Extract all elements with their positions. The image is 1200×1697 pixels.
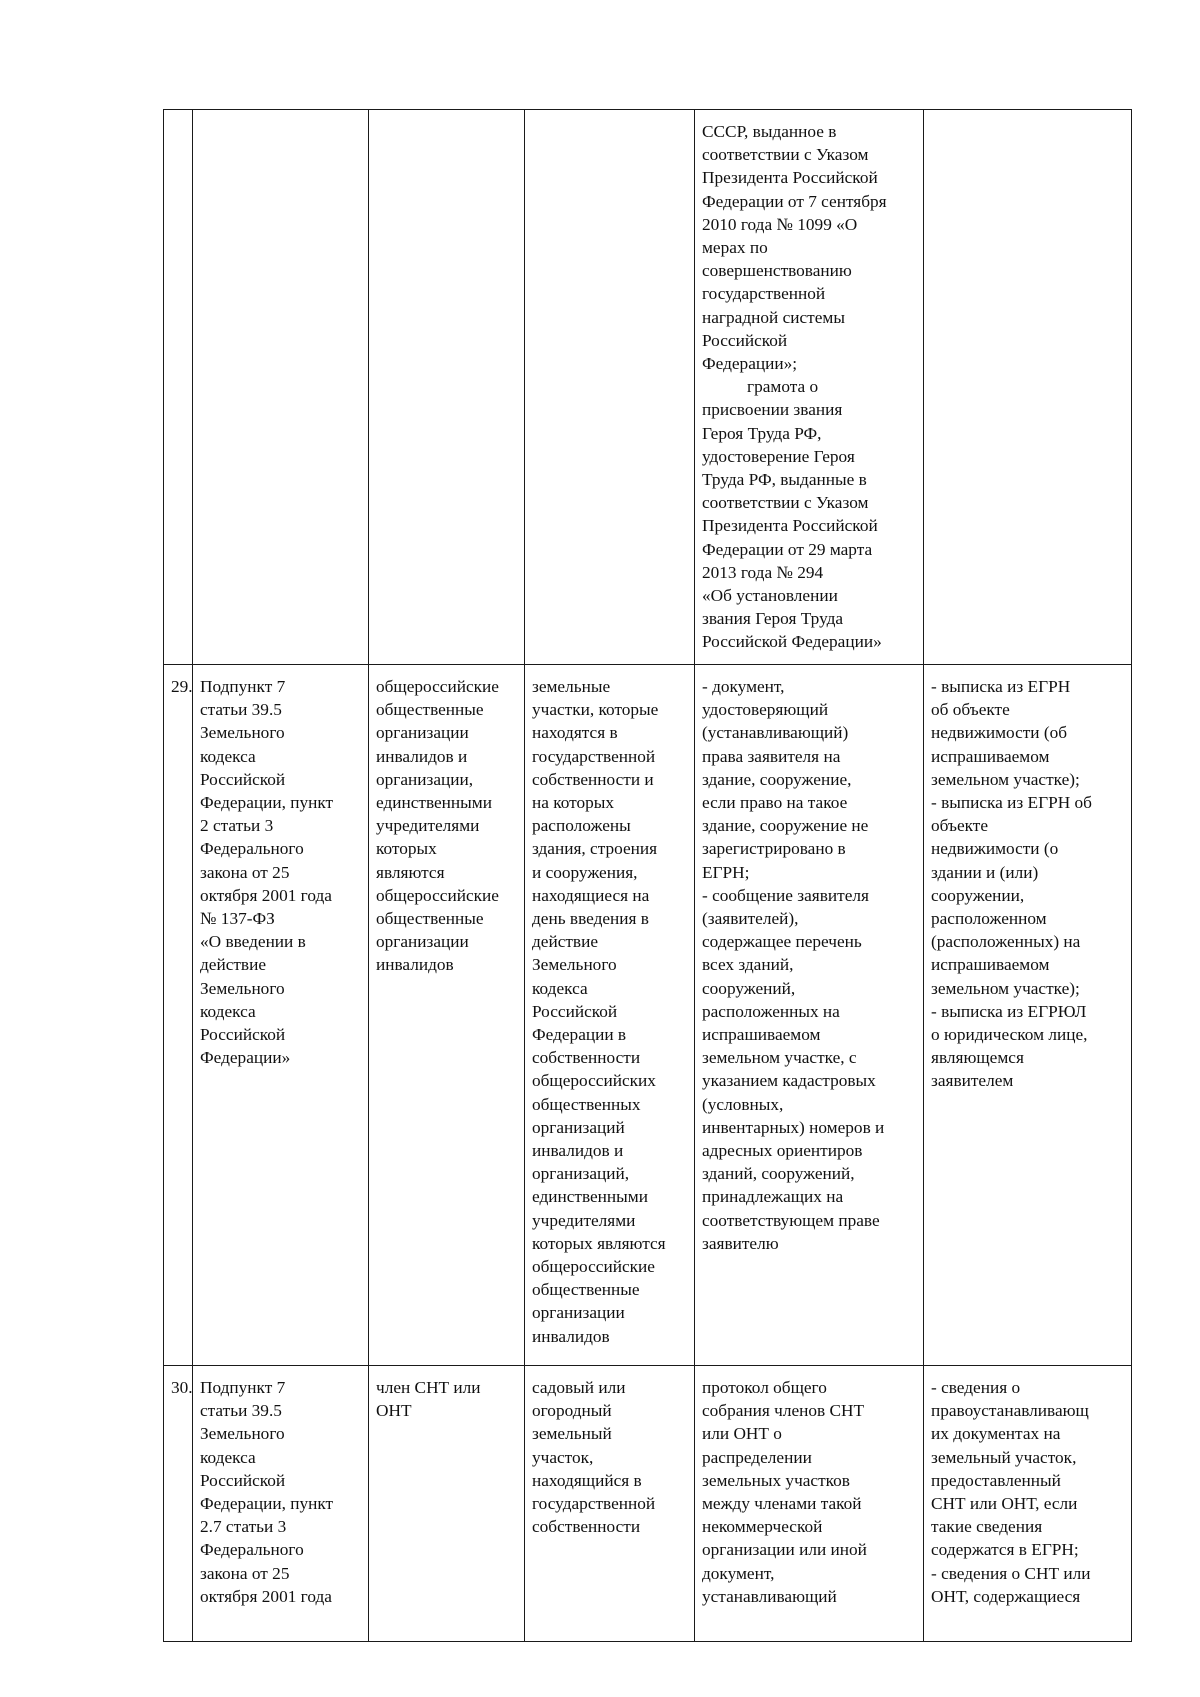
cell-text-line: объекте [931, 816, 988, 836]
cell-text-line: которых [376, 839, 437, 859]
cell-text-line: земельных участков [702, 1470, 850, 1490]
cell-text-line: общественные [376, 700, 484, 720]
cell-text-line: зарегистрировано в [702, 839, 846, 859]
cell-text-line: кодекса [200, 1001, 256, 1021]
cell-text-line: наградной системы [702, 307, 845, 327]
cell-text-line: общероссийские [376, 885, 499, 905]
cell-text-line: Федерации от 7 сентября [702, 191, 887, 211]
cell-text-line: совершенствованию [702, 261, 852, 281]
cell-text-line: кодекса [200, 746, 256, 766]
cell-text-line: учредителями [532, 1210, 636, 1230]
cell-text-line: собственности [532, 1048, 641, 1068]
table-row-continued [164, 110, 1132, 665]
cell-text-line: Героя Труда РФ, [702, 423, 822, 443]
land-plot-cell [525, 110, 695, 665]
cell-text-line: Федерации» [200, 1048, 291, 1068]
land-plot-cell [525, 665, 695, 1366]
cell-text-line: их документах на [931, 1424, 1061, 1444]
land-plot-cell [525, 1366, 695, 1642]
cell-text-line: содержатся в ЕГРН; [931, 1540, 1079, 1560]
cell-text-line: заявителю [702, 1233, 779, 1253]
cell-text-line: земельном участке, с [702, 1048, 857, 1068]
cell-text-line: Федерации в [532, 1025, 627, 1045]
cell-text-line: № 137-ФЗ [200, 909, 275, 929]
cell-text-line: сооружений, [702, 978, 796, 998]
cell-text-line: (устанавливающий) [702, 723, 849, 743]
cell-text-line: собственности [532, 1517, 641, 1537]
cell-text-line: организации или иной [702, 1540, 867, 1560]
cell-text-line: единственными [532, 1187, 648, 1207]
cell-text-line: указанием кадастровых [702, 1071, 876, 1091]
cell-text-line: Российской [702, 330, 788, 350]
cell-text-line: единственными [376, 793, 492, 813]
cell-text-line: (условных, [702, 1094, 784, 1114]
cell-text-line: - сведения о [931, 1378, 1021, 1397]
legal-basis-cell [193, 1366, 369, 1642]
cell-text-line: земельный участок, [931, 1447, 1077, 1467]
cell-text-line: протокол общего [702, 1378, 827, 1397]
cell-text-line: Земельного [200, 1424, 285, 1444]
cell-text-line: государственной [532, 746, 656, 766]
cell-text-line: Президента Российской [702, 168, 878, 188]
cell-text-line: организации [532, 1303, 625, 1323]
cell-text-line: - выписка из ЕГРЮЛ [931, 1001, 1087, 1021]
cell-text-line: (расположенных) на [931, 932, 1081, 952]
cell-text-line: октября 2001 года [200, 885, 332, 905]
cell-text-line: Федерального [200, 1540, 304, 1560]
cell-text-line: земельный [532, 1424, 612, 1444]
cell-text-line: Российской [200, 769, 286, 789]
required-documents-cell [695, 110, 924, 665]
applicant-cell [369, 665, 525, 1366]
cell-text-line: общественных [532, 1094, 641, 1114]
cell-text-line: действие [532, 932, 599, 952]
cell-text-line: инвалидов [532, 1326, 610, 1346]
cell-text-line: СССР, выданное в [702, 122, 837, 141]
cell-text-line: октября 2001 года [200, 1586, 332, 1606]
row-number-cell [164, 1366, 193, 1642]
cell-text-line: об объекте [931, 700, 1010, 720]
cell-text-line: - сообщение заявителя [702, 885, 869, 905]
cell-text-line: содержащее перечень [702, 932, 862, 952]
required-documents-cell [695, 665, 924, 1366]
cell-text-line: Федерального [200, 839, 304, 859]
cell-text-line: организаций [532, 1117, 625, 1137]
cell-text-line: расположены [532, 816, 631, 836]
cell-text-line: - выписка из ЕГРН [931, 677, 1071, 696]
cell-text-line: Федерации, пункт [200, 793, 334, 813]
cell-text-line: - выписка из ЕГРН об [931, 793, 1092, 813]
cell-text-line: организаций, [532, 1164, 630, 1184]
cell-text-line: ЕГРН; [702, 862, 750, 882]
cell-text-line: общероссийских [532, 1071, 656, 1091]
cell-text-line: статьи 39.5 [200, 700, 282, 720]
cell-text-line: «О введении в [200, 932, 306, 952]
legal-basis-cell [193, 110, 369, 665]
cell-text-line: Российской Федерации» [702, 632, 882, 652]
cell-text-line: на которых [532, 793, 615, 813]
cell-text-line: земельном участке); [931, 769, 1080, 789]
cell-text-line: СНТ или ОНТ, если [931, 1494, 1078, 1514]
cell-text-line: соответствии с Указом [702, 145, 869, 165]
cell-text-line: инвалидов и [532, 1141, 624, 1161]
cell-text-line: государственной [532, 1494, 656, 1514]
cell-text-line: огородный [532, 1401, 612, 1421]
row-number-cell [164, 110, 193, 665]
row-number: 30. [171, 1378, 193, 1397]
cell-text-line: закона от 25 [200, 862, 290, 882]
cell-text-line: Земельного [532, 955, 617, 975]
cell-text-line: Земельного [200, 723, 285, 743]
cell-text-line: удостоверяющий [702, 700, 829, 720]
cell-text-line: Федерации от 29 марта [702, 539, 873, 559]
cell-text-line: участки, которые [532, 700, 659, 720]
cell-text-line: здания, строения [532, 839, 658, 859]
cell-text-line: права заявителя на [702, 746, 841, 766]
cell-text-line: правоустанавливающ [931, 1401, 1089, 1421]
cell-text-line: Президента Российской [702, 516, 878, 536]
table-row-29 [164, 665, 1132, 1366]
cell-text-line: расположенных на [702, 1001, 840, 1021]
land-grant-documents-table [163, 109, 1132, 1642]
cell-text-line: организации, [376, 769, 474, 789]
cell-text-line: некоммерческой [702, 1517, 823, 1537]
cell-text-line: принадлежащих на [702, 1187, 844, 1207]
cell-text-line: член СНТ или [376, 1378, 481, 1397]
applicant-cell [369, 1366, 525, 1642]
cell-text-line: 2 статьи 3 [200, 816, 274, 836]
cell-text-line: земельные [532, 677, 611, 696]
cell-text-line: собственности и [532, 769, 654, 789]
cell-text-line: здании и (или) [931, 862, 1039, 882]
cell-text-line: соответствии с Указом [702, 493, 869, 513]
cell-text-line: такие сведения [931, 1517, 1043, 1537]
cell-text-line: заявителем [931, 1071, 1014, 1091]
cell-text-line: недвижимости (о [931, 839, 1059, 859]
cell-text-line: всех зданий, [702, 955, 794, 975]
cell-text-line: учредителями [376, 816, 480, 836]
cell-text-line: организации [376, 723, 469, 743]
cell-text-line: Российской [532, 1001, 618, 1021]
cell-text-line: инвентарных) номеров и [702, 1117, 885, 1137]
cell-text-line: грамота о [747, 377, 819, 397]
cell-text-line: если право на такое [702, 793, 848, 813]
cell-text-line: день введения в [532, 909, 649, 929]
required-documents-cell [695, 1366, 924, 1642]
cell-text-line: расположенном [931, 909, 1047, 929]
cell-text-line: - документ, [702, 677, 785, 696]
cell-text-line: Труда РФ, выданные в [702, 470, 867, 490]
cell-text-line: общественные [532, 1280, 640, 1300]
cell-text-line: здание, сооружение, [702, 769, 852, 789]
cell-text-line: соответствующем праве [702, 1210, 880, 1230]
legal-basis-cell [193, 665, 369, 1366]
cell-text-line: 2010 года № 1099 «О [702, 214, 858, 234]
cell-text-line: земельном участке); [931, 978, 1080, 998]
cell-text-line: или ОНТ о [702, 1424, 782, 1444]
requested-information-cell [924, 665, 1132, 1366]
cell-text-line: испрашиваемом [702, 1025, 821, 1045]
cell-text-line: мерах по [702, 238, 768, 258]
cell-text-line: государственной [702, 284, 826, 304]
cell-text-line: Российской [200, 1025, 286, 1045]
cell-text-line: (заявителей), [702, 909, 799, 929]
cell-text-line: действие [200, 955, 267, 975]
cell-text-line: испрашиваемом [931, 746, 1050, 766]
cell-text-line: документ, [702, 1563, 775, 1583]
cell-text-line: о юридическом лице, [931, 1025, 1088, 1045]
cell-text-line: кодекса [532, 978, 588, 998]
cell-text-line: 2.7 статьи 3 [200, 1517, 287, 1537]
cell-text-line: и сооружения, [532, 862, 638, 882]
cell-text-line: Российской [200, 1470, 286, 1490]
row-number-cell [164, 665, 193, 1366]
cell-text-line: находящийся в [532, 1470, 642, 1490]
requested-information-cell [924, 1366, 1132, 1642]
cell-text-line: ОНТ [376, 1401, 412, 1421]
cell-text-line: здание, сооружение не [702, 816, 869, 836]
cell-text-line: - сведения о СНТ или [931, 1563, 1091, 1583]
cell-text-line: испрашиваемом [931, 955, 1050, 975]
cell-text-line: общероссийские [376, 677, 499, 696]
cell-text-line: инвалидов и [376, 746, 468, 766]
cell-text-line: общероссийские [532, 1257, 655, 1277]
cell-text-line: устанавливающий [702, 1586, 837, 1606]
cell-text-line: распределении [702, 1447, 812, 1467]
cell-text-line: Федерации»; [702, 354, 798, 374]
cell-text-line: сооружении, [931, 885, 1025, 905]
row-number: 29. [171, 677, 193, 696]
cell-text-line: инвалидов [376, 955, 454, 975]
table-row-30 [164, 1366, 1132, 1642]
cell-text-line: которых являются [532, 1233, 666, 1253]
cell-text-line: собрания членов СНТ [702, 1401, 865, 1421]
cell-text-line: организации [376, 932, 469, 952]
cell-text-line: «Об установлении [702, 586, 838, 606]
cell-text-line: адресных ориентиров [702, 1141, 863, 1161]
cell-text-line: ОНТ, содержащиеся [931, 1586, 1081, 1606]
cell-text-line: Подпункт 7 [200, 1378, 286, 1397]
cell-text-line: 2013 года № 294 [702, 562, 824, 582]
cell-text-line: закона от 25 [200, 1563, 290, 1583]
cell-text-line: садовый или [532, 1378, 626, 1397]
cell-text-line: Федерации, пункт [200, 1494, 334, 1514]
cell-text-line: находятся в [532, 723, 618, 743]
applicant-cell [369, 110, 525, 665]
cell-text-line: статьи 39.5 [200, 1401, 282, 1421]
cell-text-line: между членами такой [702, 1494, 862, 1514]
cell-text-line: звания Героя Труда [702, 609, 844, 629]
cell-text-line: зданий, сооружений, [702, 1164, 855, 1184]
cell-text-line: являются [376, 862, 445, 882]
cell-text-line: участок, [532, 1447, 594, 1467]
cell-text-line: общественные [376, 909, 484, 929]
cell-text-line: предоставленный [931, 1470, 1061, 1490]
cell-text-line: недвижимости (об [931, 723, 1068, 743]
cell-text-line: Подпункт 7 [200, 677, 286, 696]
cell-text-line: присвоении звания [702, 400, 843, 420]
cell-text-line: удостоверение Героя [702, 446, 855, 466]
cell-text-line: Земельного [200, 978, 285, 998]
cell-text-line: находящиеся на [532, 885, 650, 905]
requested-information-cell [924, 110, 1132, 665]
cell-text-line: являющемся [931, 1048, 1024, 1068]
cell-text-line: кодекса [200, 1447, 256, 1467]
